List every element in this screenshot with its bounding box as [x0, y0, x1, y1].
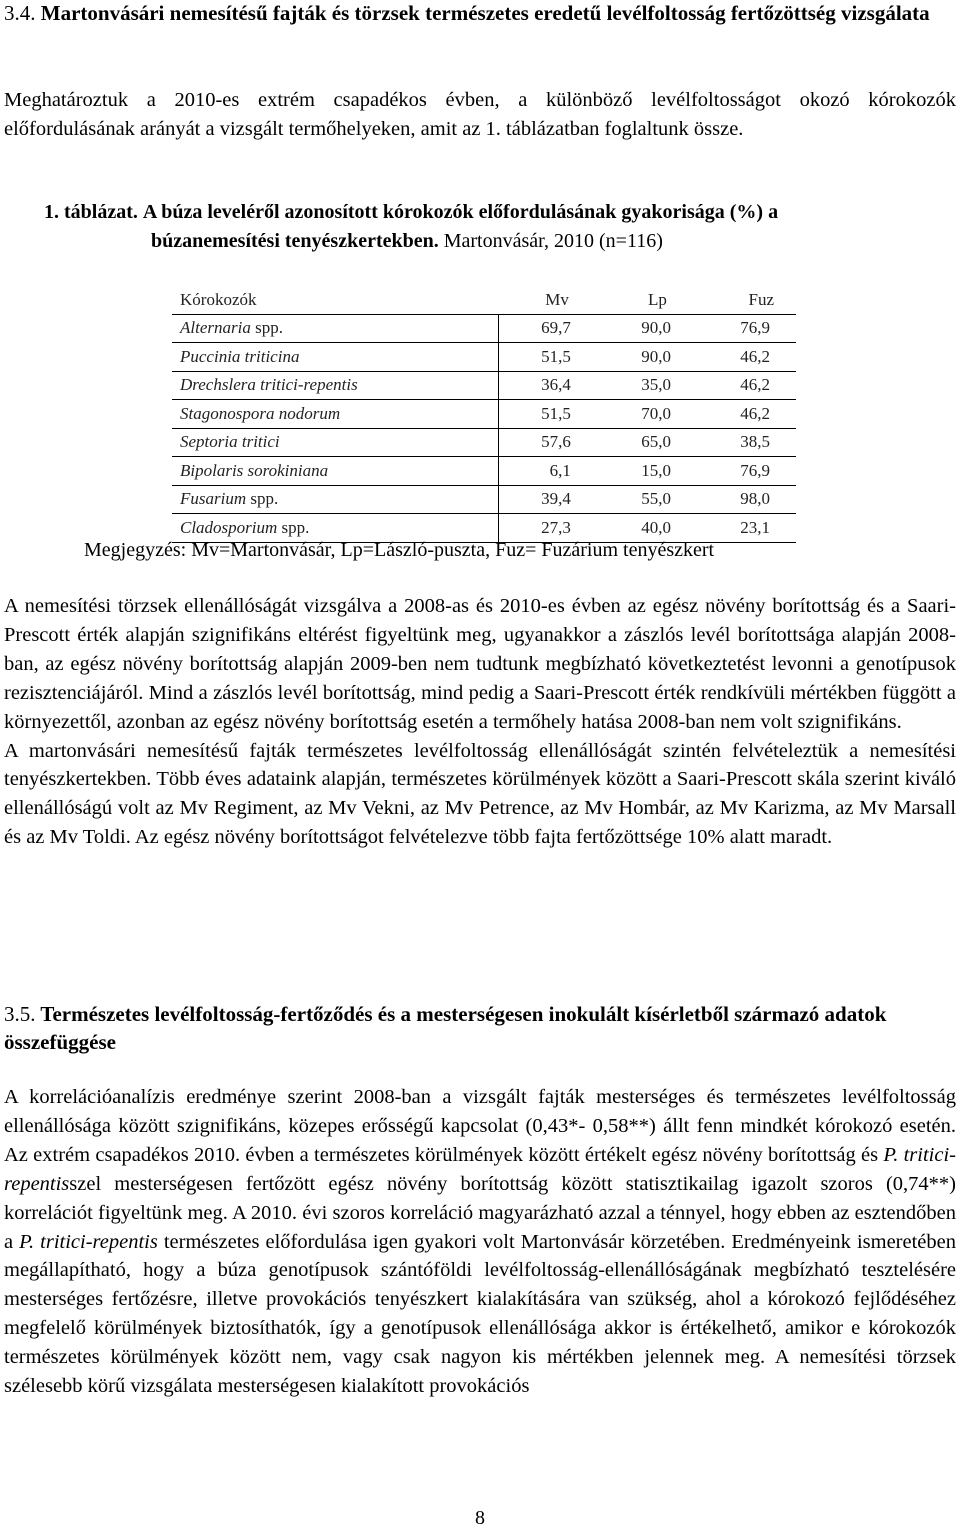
- table-row: [172, 400, 796, 429]
- pathogen-name-cell: [172, 457, 498, 486]
- pathogen-name: Fusarium: [180, 489, 247, 509]
- caption-location: Martonvásár, 2010 (n=116): [443, 229, 663, 252]
- pathogen-name-cell: [172, 343, 498, 372]
- value-cell-lp: 55,0: [599, 485, 699, 514]
- table-row: [172, 457, 796, 486]
- body-text: természetes előfordulása igen gyakori volt Martonvásár körzetében. Eredményeink ismeretében megállapítható, hogy a búza genotípusok szántóföldi levélfoltosság-ellenállóságának megbízható tesztelésére mesterséges fertőzésre, illetve provokációs tenyészkert kialakítására van szükség, ahol a kórokozó fejlődéséhez megfelelő körülmények biztosíthatók, így a genotípusok ellenállósága akkor is értékelhető, amikor e kórokozók természetes körülmények között nem, vagy csak nagyon kis mértékben jelennek meg. A nemesítési törzsek szélesebb körű vizsgálata mesterségesen kialakított provokációs: [4, 1230, 956, 1398]
- table-row: [172, 485, 796, 514]
- section-title: Természetes levélfoltosság-fertőződés és a mesterségesen inokulált kísérletből származó adatok összefüggése: [4, 1002, 887, 1054]
- value-cell-mv: 51,5: [498, 343, 599, 372]
- value-cell-fuz: 46,2: [699, 343, 796, 372]
- value-cell-fuz: 38,5: [699, 428, 796, 457]
- section-number: 3.4.: [4, 1, 36, 25]
- header-pathogens: Kórokozók: [172, 286, 498, 314]
- pathogen-suffix: spp.: [277, 517, 310, 537]
- pathogen-name: Bipolaris sorokiniana: [180, 460, 329, 480]
- pathogen-suffix: spp.: [250, 318, 283, 338]
- intro-paragraph: Meghatároztuk a 2010-es extrém csapadékos évben, a különböző levélfoltosságot okozó kórokozók előfordulásának arányát a vizsgált termőhelyeken, amit az 1. táblázatban foglaltunk össze.: [4, 89, 956, 140]
- section-number: 3.5.: [4, 1002, 36, 1026]
- body-paragraph: A martonvásári nemesítésű fajták természetes levélfoltosság ellenállóságát szintén felvételeztük a nemesítési tenyészkertekben. Több éves adataink alapján, természetes körülmények között a Saari-Prescott skála szerint kiváló ellenállóságú volt az Mv Regiment, az Mv Vekni, az Mv Petrence, az Mv Hombár, az Mv Karizma, az Mv Marsall és az Mv Toldi. Az egész növény borítottságot felvételezve több fajta fertőzöttsége 10% alatt maradt.: [4, 739, 956, 849]
- value-cell-mv: 27,3: [498, 514, 599, 543]
- header-fuz: Fuz: [699, 286, 796, 314]
- value-cell-mv: 51,5: [498, 400, 599, 429]
- table-row: [172, 343, 796, 372]
- body-text: szel mesterségesen fertőzött egész növény borítottság között statisztikailag igazolt szoros (0,74**) korrelációt figyeltünk meg. A 2010. évi szoros korreláció magyarázható azzal a ténnyel, hogy ebben az esztendőben a: [4, 1172, 956, 1253]
- value-cell-fuz: 23,1: [699, 514, 796, 543]
- pathogen-name: Cladosporium: [180, 517, 278, 537]
- table-row: [172, 428, 796, 457]
- value-cell-fuz: 98,0: [699, 485, 796, 514]
- value-cell-lp: 15,0: [599, 457, 699, 486]
- caption-title-line2: búzanemesítési tenyészkertekben.: [151, 229, 439, 252]
- value-cell-lp: 90,0: [599, 343, 699, 372]
- caption-title-line1: A búza leveléről azonosított kórokozók előfordulásának gyakorisága (%) a: [142, 201, 779, 223]
- species-name: P. tritici-repentis: [4, 1143, 956, 1195]
- table-body: [172, 314, 796, 542]
- value-cell-lp: 40,0: [599, 514, 699, 543]
- pathogen-name: Puccinia triticina: [180, 346, 300, 366]
- header-mv: Mv: [498, 286, 599, 314]
- table-note: Megjegyzés: Mv=Martonvásár, Lp=László-puszta, Fuz= Fuzárium tenyészkert: [84, 539, 715, 561]
- pathogen-name: Drechslera tritici-repentis: [180, 375, 358, 395]
- caption-label: 1. táblázat.: [44, 201, 138, 223]
- body-section-1: [4, 592, 956, 852]
- section-heading: [4, 1000, 956, 1056]
- value-cell-mv: 6,1: [498, 457, 599, 486]
- pathogen-frequency-table: [172, 286, 796, 543]
- value-cell-lp: 35,0: [599, 371, 699, 400]
- page-number: 8: [475, 1507, 485, 1529]
- value-cell-fuz: 76,9: [699, 457, 796, 486]
- pathogen-name: Septoria tritici: [180, 432, 280, 452]
- value-cell-lp: 70,0: [599, 400, 699, 429]
- value-cell-lp: 90,0: [599, 314, 699, 343]
- table-header-row: [172, 286, 796, 314]
- table-caption: [44, 198, 956, 255]
- value-cell-mv: 57,6: [498, 428, 599, 457]
- table-row: [172, 314, 796, 343]
- table-row: [172, 371, 796, 400]
- pathogen-name-cell: [172, 485, 498, 514]
- pathogen-suffix: spp.: [246, 489, 279, 509]
- value-cell-mv: 39,4: [498, 485, 599, 514]
- species-name: P. tritici-repentis: [19, 1230, 158, 1253]
- header-lp: Lp: [599, 286, 699, 314]
- body-paragraph: [4, 1083, 956, 1401]
- body-paragraph: A nemesítési törzsek ellenállóságát vizsgálva a 2008-as és 2010-es évben az egész növény borítottság és a Saari-Prescott érték alapján szignifikáns eltérést figyeltünk meg, ugyanakkor a zászlós levél borítottsága alapján 2008-ban, az egész növény borítottság alapján 2009-ben nem tudtunk megbízható következtetést levonni a genotípusok rezisztenciájáról. Mind a zászlós levél borítottság, mind pedig a Saari-Prescott érték rendkívüli mértékben függött a környezettől, azonban az egész növény borítottság esetén a termőhely hatása 2008-ban nem volt szignifikáns.: [4, 595, 956, 733]
- value-cell-fuz: 46,2: [699, 371, 796, 400]
- value-cell-mv: 69,7: [498, 314, 599, 343]
- value-cell-fuz: 46,2: [699, 400, 796, 429]
- pathogen-name-cell: [172, 428, 498, 457]
- section-heading: [4, 0, 956, 27]
- pathogen-name: Alternaria: [180, 318, 251, 338]
- pathogen-name-cell: [172, 371, 498, 400]
- value-cell-fuz: 76,9: [699, 314, 796, 343]
- pathogen-name-cell: [172, 314, 498, 343]
- body-text: A korrelációanalízis eredménye szerint 2008-ban a vizsgált fajták mesterséges és természetes levélfoltosság ellenállósága között szignifikáns, közepes erősségű kapcsolat (0,43*- 0,58**) állt fenn mindkét kórokozó esetén. Az extrém csapadékos 2010. évben a természetes körülmények között értékelt egész növény borítottság és: [4, 1086, 956, 1166]
- section-title: Martonvásári nemesítésű fajták és törzsek természetes eredetű levélfoltosság fertőzöttség vizsgálata: [40, 1, 930, 25]
- pathogen-name-cell: [172, 400, 498, 429]
- pathogen-name: Stagonospora nodorum: [180, 403, 341, 423]
- value-cell-lp: 65,0: [599, 428, 699, 457]
- value-cell-mv: 36,4: [498, 371, 599, 400]
